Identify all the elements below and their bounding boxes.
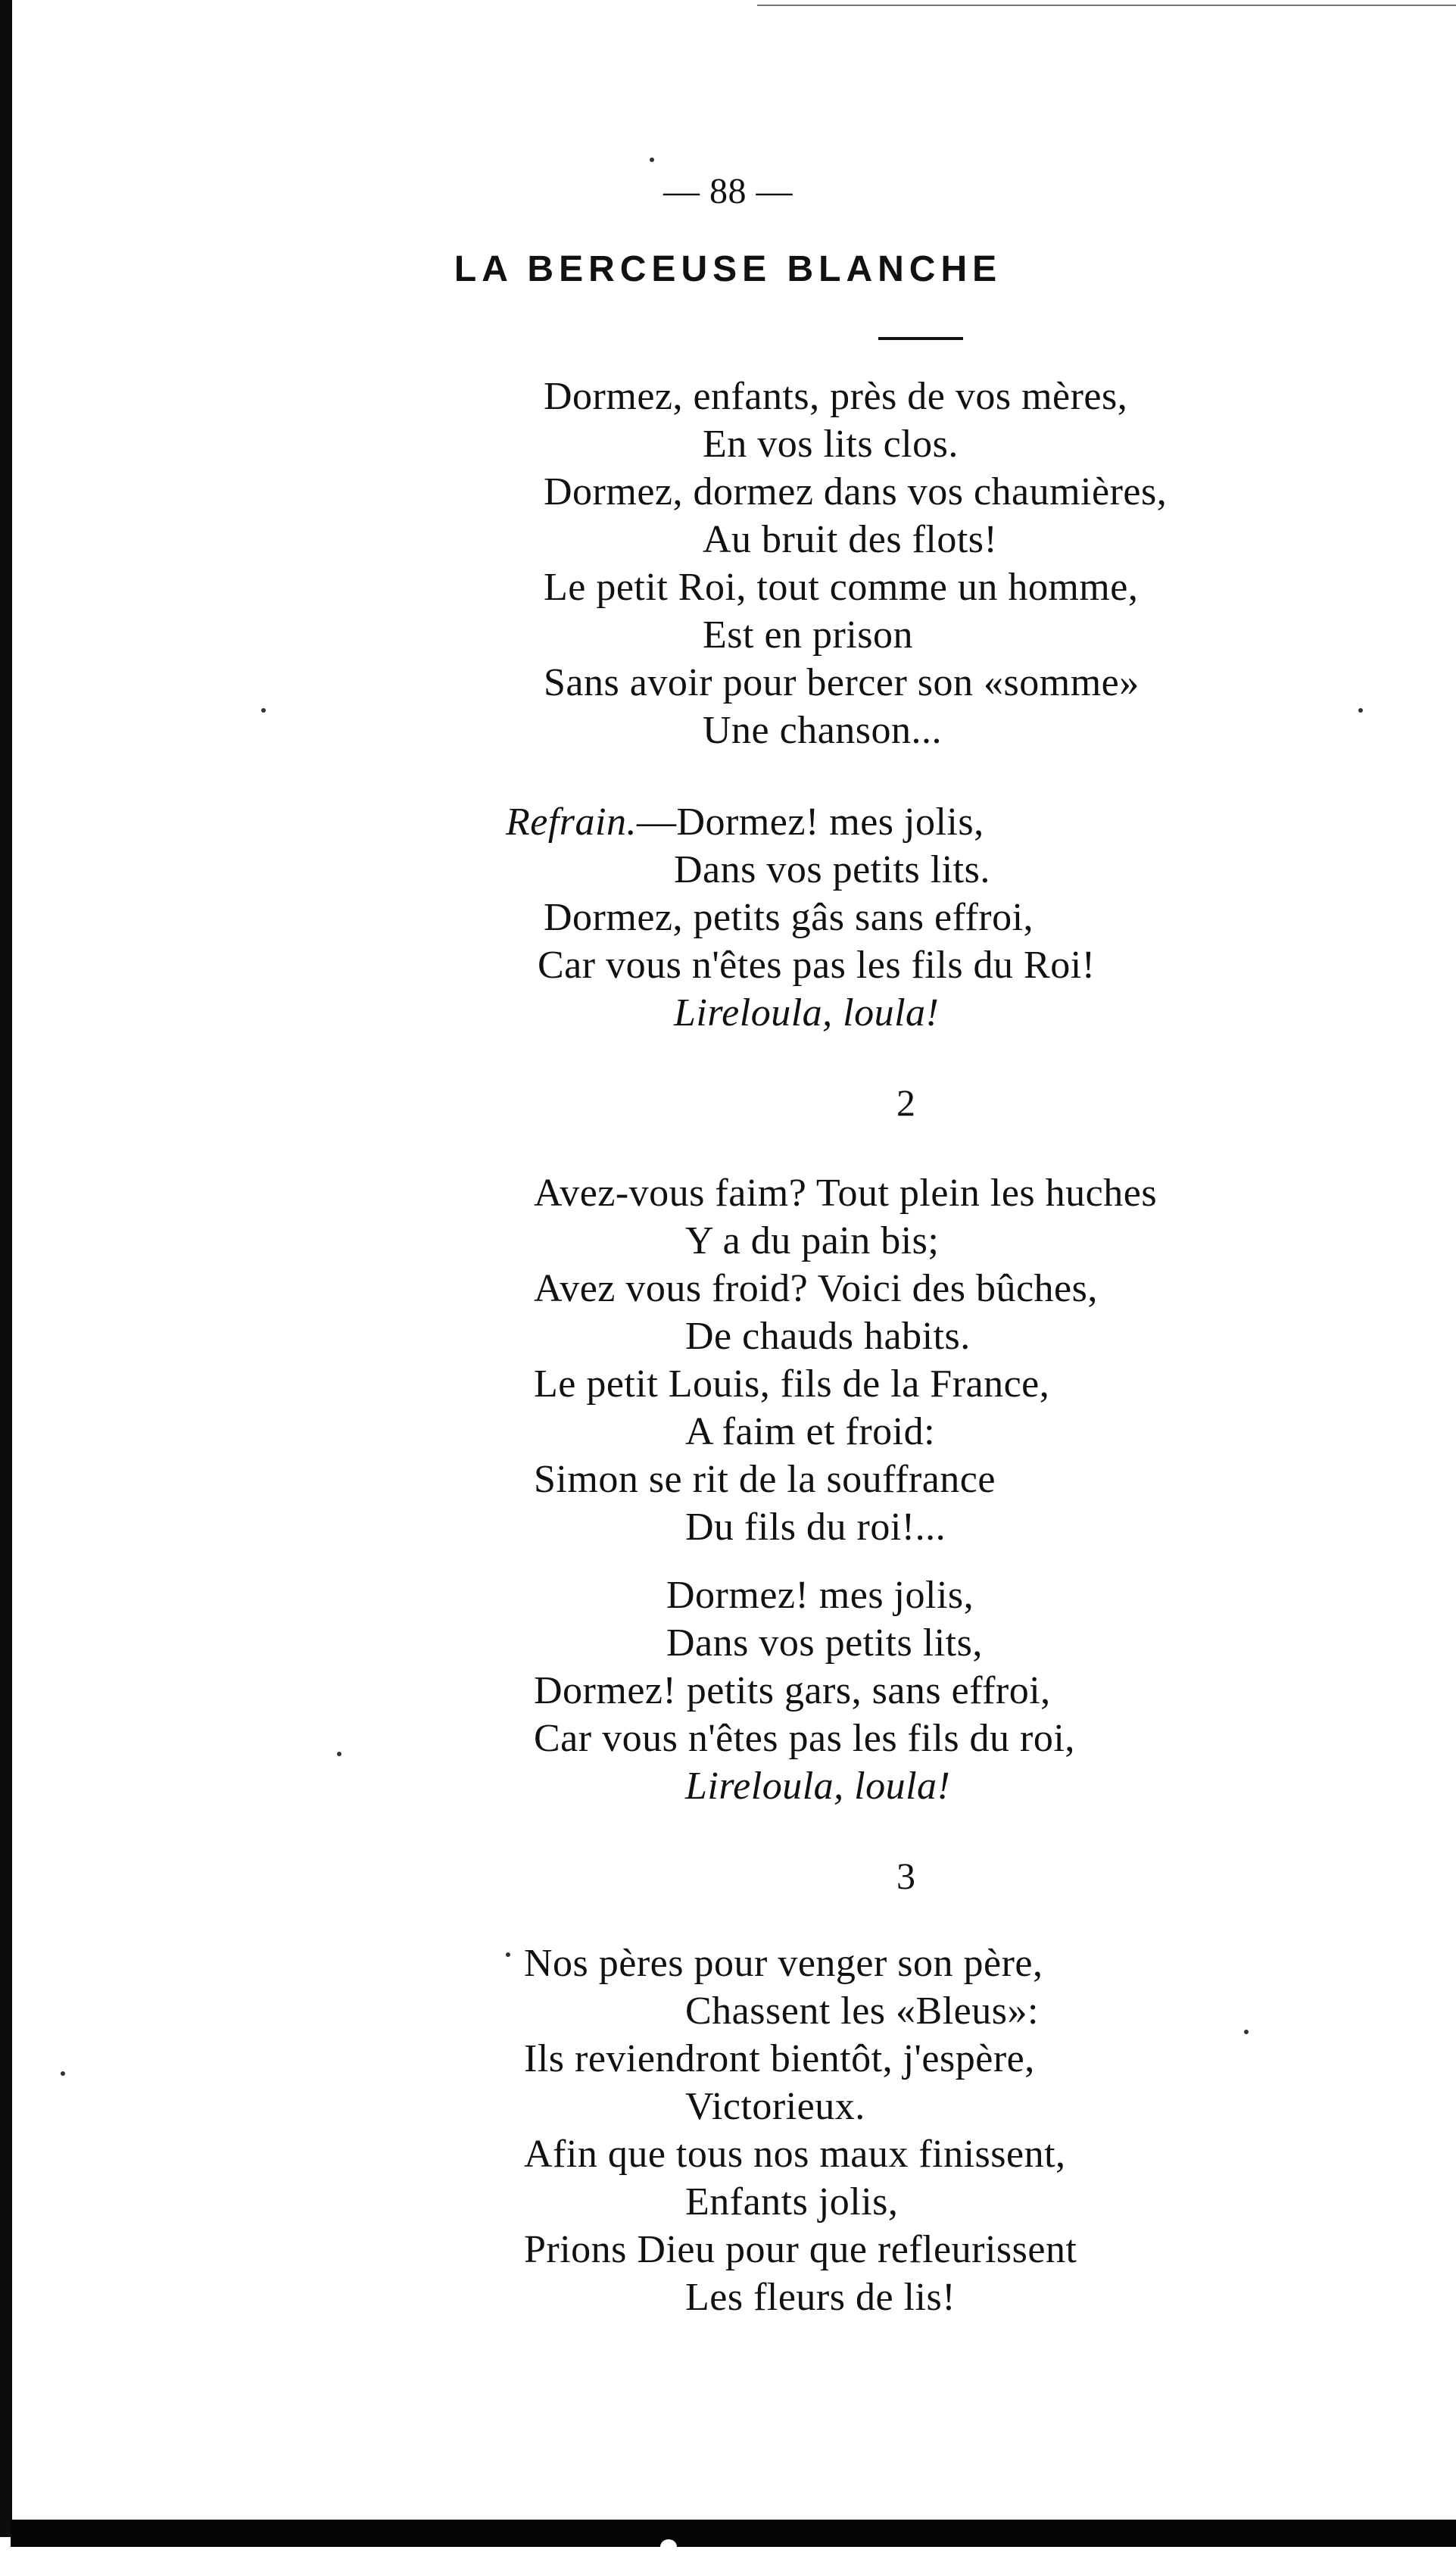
stanza3-line1: Nos pères pour venger son père, xyxy=(524,1942,1043,1985)
refrain2-line4: Car vous n'êtes pas les fils du roi, xyxy=(534,1717,1075,1760)
print-speck xyxy=(1358,708,1363,713)
title-rule xyxy=(878,337,963,340)
stanza3-line8: Les fleurs de lis! xyxy=(685,2276,956,2319)
stanza2-line7: Simon se rit de la souffrance xyxy=(534,1458,996,1501)
refrain2-line1: Dormez! mes jolis, xyxy=(666,1574,974,1617)
stanza1-line4: Au bruit des flots! xyxy=(703,518,998,561)
refrain1-burden: Lireloula, loula! xyxy=(674,991,940,1035)
stanza2-line3: Avez vous froid? Voici des bûches, xyxy=(534,1267,1098,1310)
stanza1-line5: Le petit Roi, tout comme un homme, xyxy=(544,566,1139,609)
stanza2-line5: Le petit Louis, fils de la France, xyxy=(534,1362,1050,1406)
stanza3-line6: Enfants jolis, xyxy=(685,2180,899,2224)
stanza2-line6: A faim et froid: xyxy=(685,1410,936,1453)
stanza1-line7: Sans avoir pour bercer son «somme» xyxy=(544,661,1140,704)
refrain1-line3: Dormez, petits gâs sans effroi, xyxy=(544,896,1034,939)
print-speck xyxy=(61,2071,65,2076)
stanza3-line3: Ils reviendront bientôt, j'espère, xyxy=(524,2037,1035,2080)
stanza1-line3: Dormez, dormez dans vos chaumières, xyxy=(544,470,1168,513)
stanza2-line1: Avez-vous faim? Tout plein les huches xyxy=(534,1172,1158,1215)
print-speck xyxy=(337,1752,341,1756)
stanza1-line1: Dormez, enfants, près de vos mères, xyxy=(544,375,1128,418)
refrain1-line1 xyxy=(506,799,984,846)
stanza3-number: 3 xyxy=(896,1855,916,1897)
stanza1-line2: En vos lits clos. xyxy=(703,423,959,466)
stanza2-number: 2 xyxy=(896,1081,916,1124)
page-bottom-band xyxy=(11,2520,1456,2547)
print-speck xyxy=(261,708,266,713)
stanza3-line7: Prions Dieu pour que refleurissent xyxy=(524,2228,1077,2271)
stanza1-line6: Est en prison xyxy=(703,613,914,657)
refrain1-first-line: —Dormez! mes jolis, xyxy=(636,800,984,844)
stanza2-line8: Du fils du roi!... xyxy=(685,1506,946,1549)
stanza2-line4: De chauds habits. xyxy=(685,1315,971,1358)
stanza3-line2: Chassent les «Bleus»: xyxy=(685,1989,1039,2033)
stanza3-line5: Afin que tous nos maux finissent, xyxy=(524,2133,1066,2176)
page-top-edge xyxy=(757,5,1456,6)
refrain2-burden: Lireloula, loula! xyxy=(685,1765,951,1808)
print-speck xyxy=(506,1952,510,1957)
print-speck xyxy=(1244,2030,1249,2034)
page-left-border xyxy=(0,0,12,2537)
page-number: — 88 — xyxy=(663,171,793,211)
refrain1-line2: Dans vos petits lits. xyxy=(674,848,990,891)
print-speck xyxy=(650,158,654,162)
refrain2-line2: Dans vos petits lits, xyxy=(666,1621,983,1665)
stanza2-line2: Y a du pain bis; xyxy=(685,1219,940,1262)
stanza1-line8: Une chanson... xyxy=(703,709,943,752)
bottom-ornament xyxy=(660,2539,677,2554)
stanza3-line4: Victorieux. xyxy=(685,2085,865,2128)
refrain1-line4: Car vous n'êtes pas les fils du Roi! xyxy=(538,944,1096,987)
refrain-label: Refrain. xyxy=(506,800,637,844)
song-title: LA BERCEUSE BLANCHE xyxy=(454,249,1002,289)
refrain2-line3: Dormez! petits gars, sans effroi, xyxy=(534,1669,1051,1712)
